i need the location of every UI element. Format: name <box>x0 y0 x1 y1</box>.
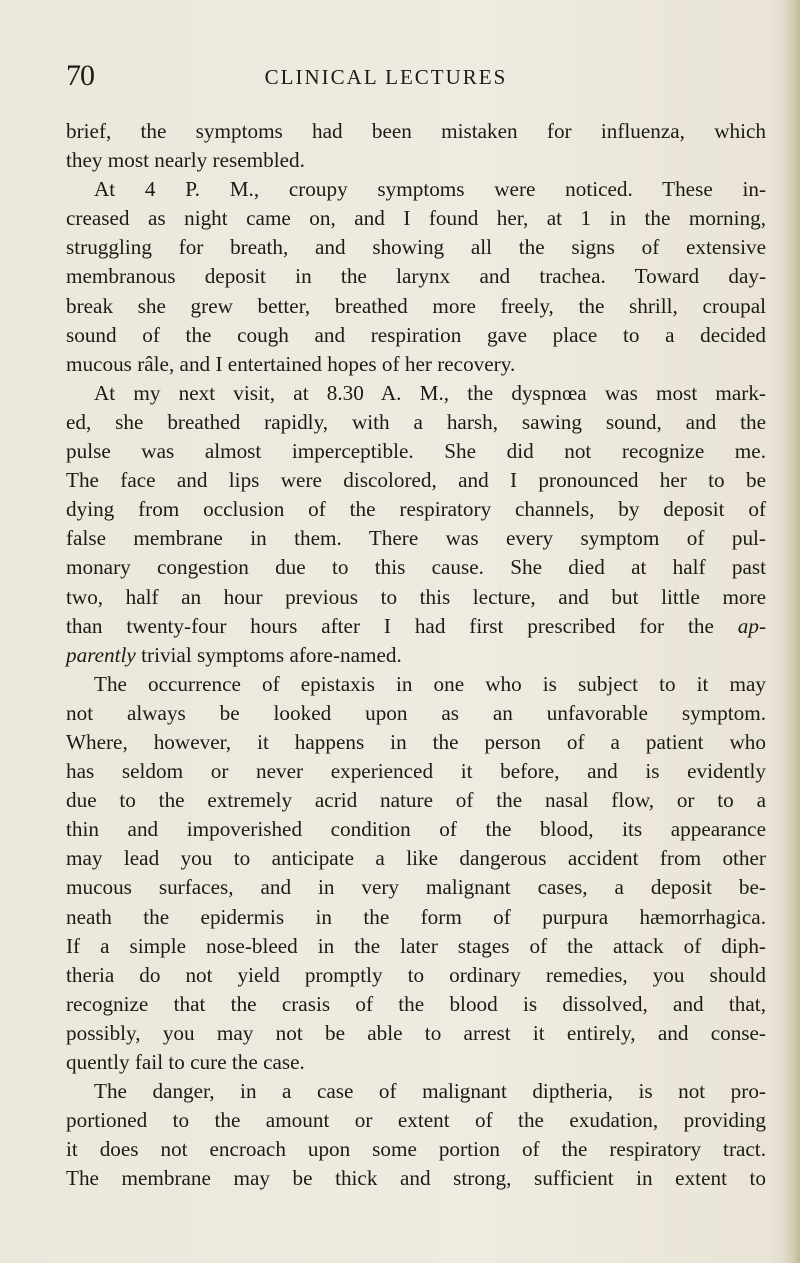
text-line: portioned to the amount or extent of the exudation, providing <box>66 1108 766 1133</box>
text-line: mucous surfaces, and in very malignant cases, a deposit be- <box>66 875 766 900</box>
text-line: they most nearly resembled. <box>66 148 305 173</box>
paragraph <box>66 175 766 379</box>
text-line: sound of the cough and respiration gave place to a decided <box>66 322 766 347</box>
text-line: break she grew better, breathed more freely, the shrill, croupal <box>66 293 766 318</box>
text-line: may lead you to anticipate a like dangerous accident from other <box>66 846 766 871</box>
text-line: has seldom or never experienced it before, and is evidently <box>66 759 766 784</box>
text-line: The face and lips were discolored, and I pronounced her to be <box>66 468 766 493</box>
text-line: The occurrence of epistaxis in one who is subject to it may <box>94 671 766 696</box>
paragraph <box>66 1077 766 1193</box>
text-line: Where, however, it happens in the person of a patient who <box>66 729 766 754</box>
text-line: quently fail to cure the case. <box>66 1050 305 1074</box>
page-header <box>66 56 766 96</box>
text-line: brief, the symptoms had been mistaken for influenza, which <box>66 119 766 143</box>
text-line: thin and impoverished condition of the blood, its appearance <box>66 817 766 842</box>
running-head: CLINICAL LECTURES <box>264 65 508 89</box>
text-line: neath the epidermis in the form of purpura hæmorrhagica. <box>66 904 766 929</box>
text-line: If a simple nose-bleed in the later stages of the attack of diph- <box>66 933 766 958</box>
paragraph <box>66 670 766 1077</box>
text-line: possibly, you may not be able to arrest it entirely, and conse- <box>66 1020 766 1045</box>
text-line: ed, she breathed rapidly, with a harsh, sawing sound, and the <box>66 409 766 434</box>
body-text <box>66 117 766 1193</box>
text-line: it does not encroach upon some portion of the respiratory tract. <box>66 1137 766 1162</box>
page-edge-shadow <box>782 0 800 1263</box>
page-number: 70 <box>66 59 94 92</box>
text-line: dying from occlusion of the respiratory channels, by deposit of <box>66 497 766 522</box>
text-line: false membrane in them. There was every symptom of pul- <box>66 526 766 551</box>
text-line: membranous deposit in the larynx and trachea. Toward day- <box>66 264 766 289</box>
text-line: At 4 P. M., croupy symptoms were noticed. These in- <box>94 177 766 202</box>
text-line: creased as night came on, and I found her, at 1 in the morning, <box>66 206 766 231</box>
text-line: theria do not yield promptly to ordinary remedies, you should <box>66 962 766 987</box>
text-line: due to the extremely acrid nature of the nasal flow, or to a <box>66 788 766 813</box>
text-line: parently trivial symptoms afore-named. <box>66 642 402 667</box>
text-line: two, half an hour previous to this lecture, and but little more <box>66 584 766 609</box>
text-line: struggling for breath, and showing all the signs of extensive <box>66 235 766 260</box>
text-line: than twenty-four hours after I had first prescribed for the ap- <box>66 613 766 638</box>
paragraph <box>66 379 766 670</box>
text-line: At my next visit, at 8.30 A. M., the dyspnœa was most mark- <box>94 380 766 405</box>
text-line: monary congestion due to this cause. She died at half past <box>66 555 766 580</box>
text-line: The membrane may be thick and strong, sufficient in extent to <box>66 1166 766 1191</box>
paragraph <box>66 117 766 175</box>
text-line: mucous râle, and I entertained hopes of her recovery. <box>66 351 516 376</box>
text-line: recognize that the crasis of the blood is dissolved, and that, <box>66 991 766 1016</box>
text-line: The danger, in a case of malignant diptheria, is not pro- <box>94 1079 766 1104</box>
text-line: not always be looked upon as an unfavorable symptom. <box>66 700 766 725</box>
text-line: pulse was almost imperceptible. She did not recognize me. <box>66 439 766 464</box>
